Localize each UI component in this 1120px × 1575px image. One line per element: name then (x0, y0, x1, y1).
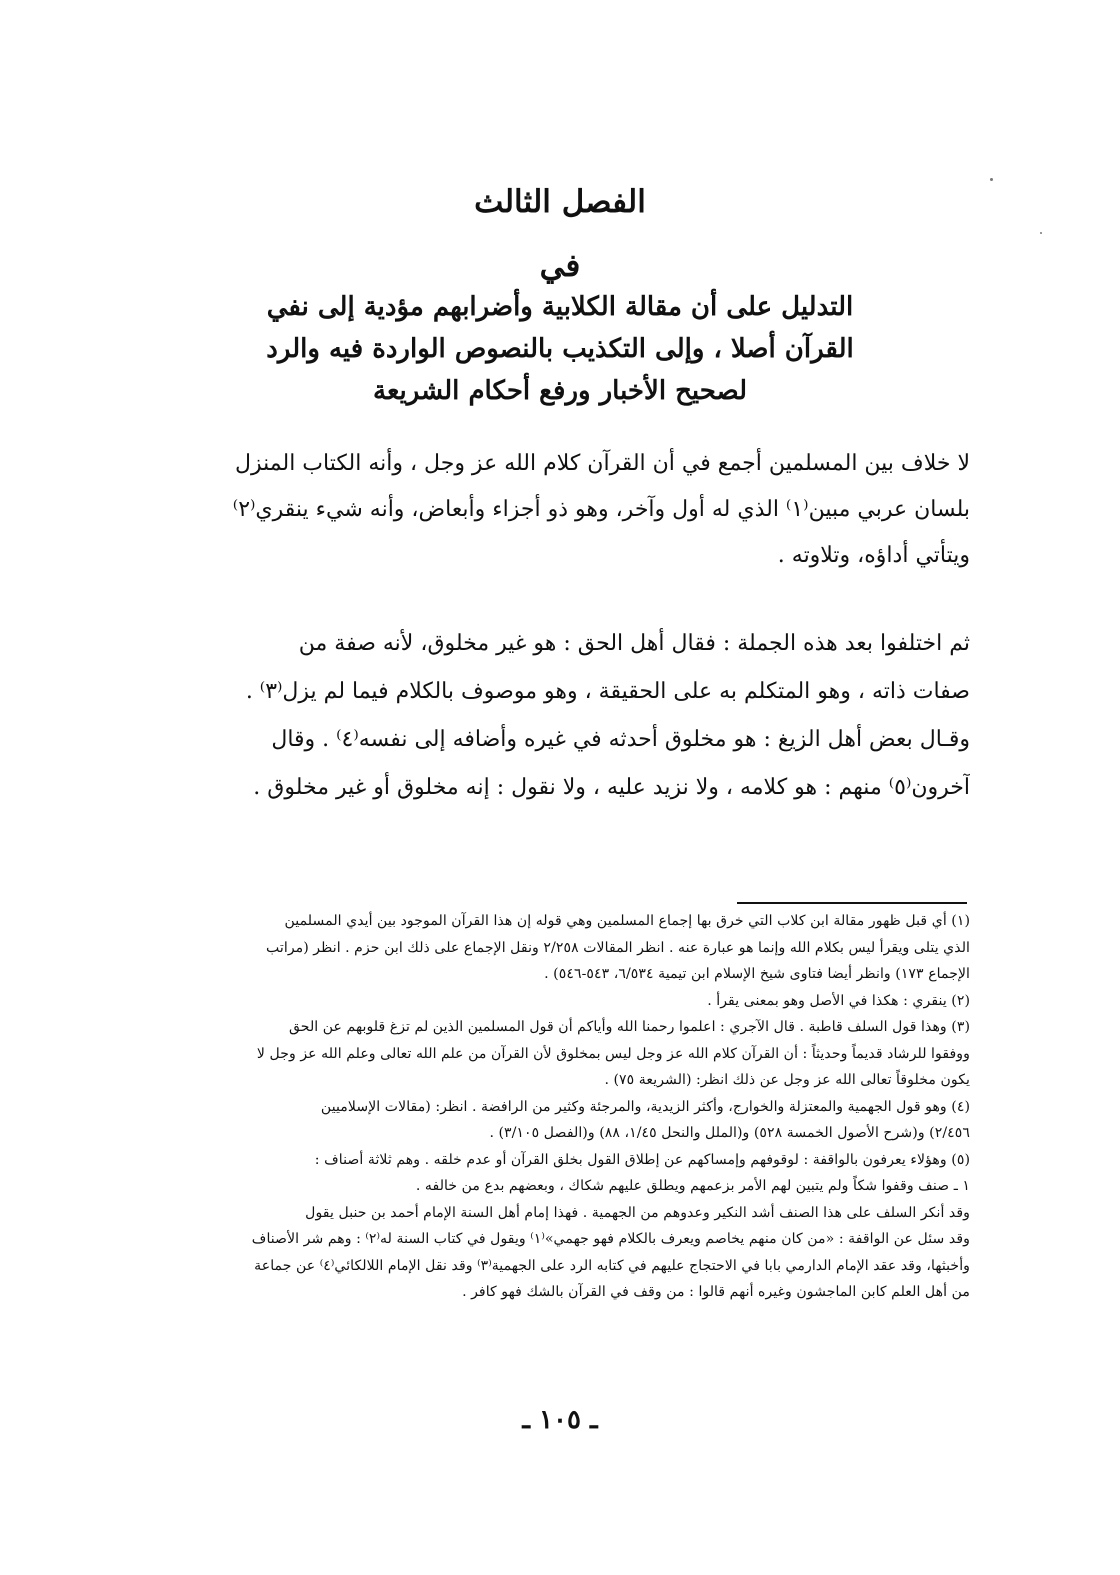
body-line: وقـال بعض أهل الزيغ : هو مخلوق أحدثه في غيره وأضافه إلى نفسه⁽٤⁾ . وقال (271, 727, 970, 752)
footnote-line: (٣) وهذا قول السلف قاطبة . قال الآجري : اعلموا رحمنا الله وأياكم أن قول المسلمين الذين لم تزغ قلوبهم عن الحق (288, 1019, 970, 1035)
footnotes (138, 908, 970, 1306)
body-line: ويتأتي أداؤه، وتلاوته . (777, 543, 970, 568)
scan-speck (1040, 232, 1042, 234)
footnote-line: (٥) وهؤلاء يعرفون بالواقفة : لوقوفهم وإمساكهم عن إطلاق القول بخلق القرآن أو عدم خلقه . وهم ثلاثة أصناف : (314, 1151, 970, 1168)
footnote-line: (٤) وهو قول الجهمية والمعتزلة والخوارج، وأكثر الزيدية، والمرجئة وكثير من الرافضة . انظر: (مقالات الإسلاميين (320, 1098, 970, 1115)
body-paragraph-2 (140, 620, 970, 716)
chapter-connector: في (539, 248, 581, 284)
footnote-line: ٢/٤٥٦) و(شرح الأصول الخمسة ٥٢٨) و(الملل والنحل ١/٤٥، ٨٨) و(الفصل ٣/١٠٥) . (489, 1125, 970, 1141)
body-line: صفات ذاته ، وهو المتكلم به على الحقيقة ، وهو موصوف بالكلام فيما لم يزل⁽٣⁾ . (245, 679, 970, 704)
footnote-line: وأخبثها، وقد عقد الإمام الدارمي بابا في الاحتجاج عليهم في كتابه الرد على الجهمية⁽٣⁾ وقد نقل الإمام اللالكائي⁽٤⁾ عن جماعة (254, 1257, 970, 1274)
body-line: بلسان عربي مبين⁽١⁾ الذي له أول وآخر، وهو ذو أجزاء وأبعاض، وأنه شيء ينقري⁽٢⁾ (232, 497, 970, 522)
body-paragraph-1 (140, 441, 970, 579)
subtitle-line: لصحيح الأخبار ورفع أحكام الشريعة (373, 376, 747, 406)
body-line: آخرون⁽٥⁾ منهم : هو كلامه ، ولا نزيد عليه ، ولا نقول : إنه مخلوق أو غير مخلوق . (253, 775, 970, 800)
body-line: ثم اختلفوا بعد هذه الجملة : فقال أهل الحق : هو غير مخلوق، لأنه صفة من (298, 631, 970, 656)
footnote-line: يكون مخلوقاً تعالى الله عز وجل عن ذلك انظر: (الشريعة ٧٥) . (604, 1072, 970, 1088)
footnote-line: وقد أنكر السلف على هذا الصنف أشد النكير وعدوهم من الجهمية . فهذا إمام أهل السنة الإمام أحمد بن حنبل يقول (305, 1204, 970, 1221)
footnote-separator (737, 902, 967, 904)
subtitle-line: التدليل على أن مقالة الكلابية وأضرابهم مؤدية إلى نفي (266, 292, 854, 322)
body-line: لا خلاف بين المسلمين أجمع في أن القرآن كلام الله عز وجل ، وأنه الكتاب المنزل (235, 451, 970, 476)
chapter-title: الفصل الثالث (474, 184, 646, 220)
footnote-line: (١) أي قبل ظهور مقالة ابن كلاب التي خرق بها إجماع المسلمين وهي قوله إن هذا القرآن الموجود بين أيدي المسلمين (284, 913, 970, 929)
page-number: ـ ١٠٥ ـ (522, 1405, 598, 1435)
body-paragraph-3 (140, 716, 970, 812)
chapter-subtitle (150, 286, 970, 412)
footnote-line: ١ ـ صنف وقفوا شكاً ولم يتبين لهم الأمر بزعمهم ويطلق عليهم شكاك ، وبعضهم بدع من خالفه . (415, 1178, 970, 1194)
footnote-line: وقد سئل عن الواقفة : «من كان منهم يخاصم ويعرف بالكلام فهو جهمي»⁽١⁾ ويقول في كتاب السنة له⁽٢⁾ : وهم شر الأصناف (251, 1231, 970, 1247)
scan-speck (990, 178, 993, 181)
footnote-line: الإجماع ١٧٣) وانظر أيضا فتاوى شيخ الإسلام ابن تيمية ٦/٥٣٤، ٥٤٣-٥٤٦) . (544, 966, 970, 982)
footnote-line: ووفقوا للرشاد قديماً وحديثاً : أن القرآن كلام الله عز وجل ليس بمخلوق لأن القرآن من علم الله تعالى وعلم الله عز وجل لا (256, 1045, 970, 1062)
footnote-line: من أهل العلم كابن الماجشون وغيره أنهم قالوا : من وقف في القرآن بالشك فهو كافر . (462, 1284, 970, 1300)
footnote-line: الذي يتلى ويقرأ ليس بكلام الله وإنما هو عبارة عنه . انظر المقالات ٢/٢٥٨ ونقل الإجماع على ذلك ابن حزم . انظر (مراتب (266, 939, 970, 956)
subtitle-line: القرآن أصلا ، وإلى التكذيب بالنصوص الواردة فيه والرد (266, 334, 854, 364)
footnote-line: (٢) ينقري : هكذا في الأصل وهو بمعنى يقرأ . (707, 992, 970, 1009)
